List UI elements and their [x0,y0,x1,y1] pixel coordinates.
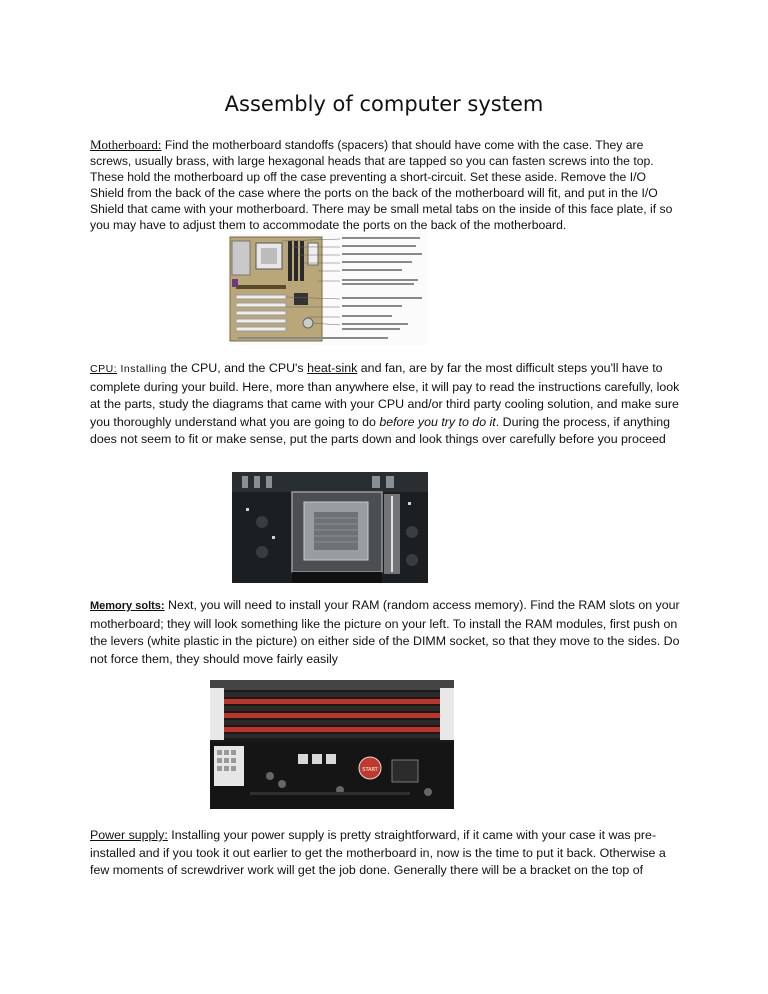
cpu-text-c: . During the process, if anything does not seem to fit or make sense, put the parts down and look things over carefully before you proceed [90,414,670,447]
cpu-paragraph [90,360,682,449]
motherboard-diagram-image [228,233,428,345]
ram-slots-image [210,680,454,809]
ram-slots-figure [210,680,454,809]
ram-start-button-label: START [362,767,378,773]
power-paragraph [90,827,682,880]
motherboard-diagram-figure [228,233,428,345]
power-text: Installing your power supply is pretty straightforward, if it came with your case it was pre-installed and if you took it out earlier to get the motherboard in, now is the time to put it back. Otherwise a few moments of screwdriver work will get the job done. Generally there will be a bracket on the top of [90,828,666,878]
cpu-installing-word: Installing [117,363,167,375]
power-heading: Power supply: [90,828,168,842]
cpu-text-a: the CPU, and the CPU's [166,361,308,375]
motherboard-text: Find the motherboard standoffs (spacers) that should have come with the case. They are screws, usually brass, with large hexagonal heads that are tapped so you can fasten screws into the top. These hold the motherboard up off the case preventing a short-circuit. Set these aside. Remove the I/O Shield from the back of the case where the ports on the back of the motherboard will fit, and put in the I/O Shield that came with your motherboard. There may be small metal tabs on the inside of this face plate, if so you may have to adjust them to accommodate the ports on the back of the motherboard. [90,138,673,232]
motherboard-heading: Motherboard: [90,137,162,152]
heat-sink-link[interactable]: heat-sink [307,361,358,375]
memory-paragraph [90,597,682,668]
page-title: Assembly of computer system [224,92,544,116]
memory-heading: Memory solts: [90,600,165,612]
motherboard-paragraph [90,137,682,233]
memory-text: Next, you will need to install your RAM (random access memory). Find the RAM slots on your motherboard; they will look something like the picture on your left. To install the RAM modules, first push on the levers (white plastic in the picture) on either side of the DIMM socket, so that they move to the sides. Do not force them, they should move fairly easily [90,598,680,666]
cpu-socket-figure [232,472,428,583]
cpu-emphasis: before you try to do it [379,414,496,429]
cpu-heading: CPU: [90,363,118,375]
cpu-text-b: and fan, are by far the most difficult steps you'll have to complete during your build. Here, more than anywhere else, it will pay to read the instructions carefully, look at the parts, study the diagrams that came with your CPU and/or third party cooling solution, and make sure you thoroughly understand what you are going to do [90,361,680,429]
cpu-socket-image [232,472,428,583]
